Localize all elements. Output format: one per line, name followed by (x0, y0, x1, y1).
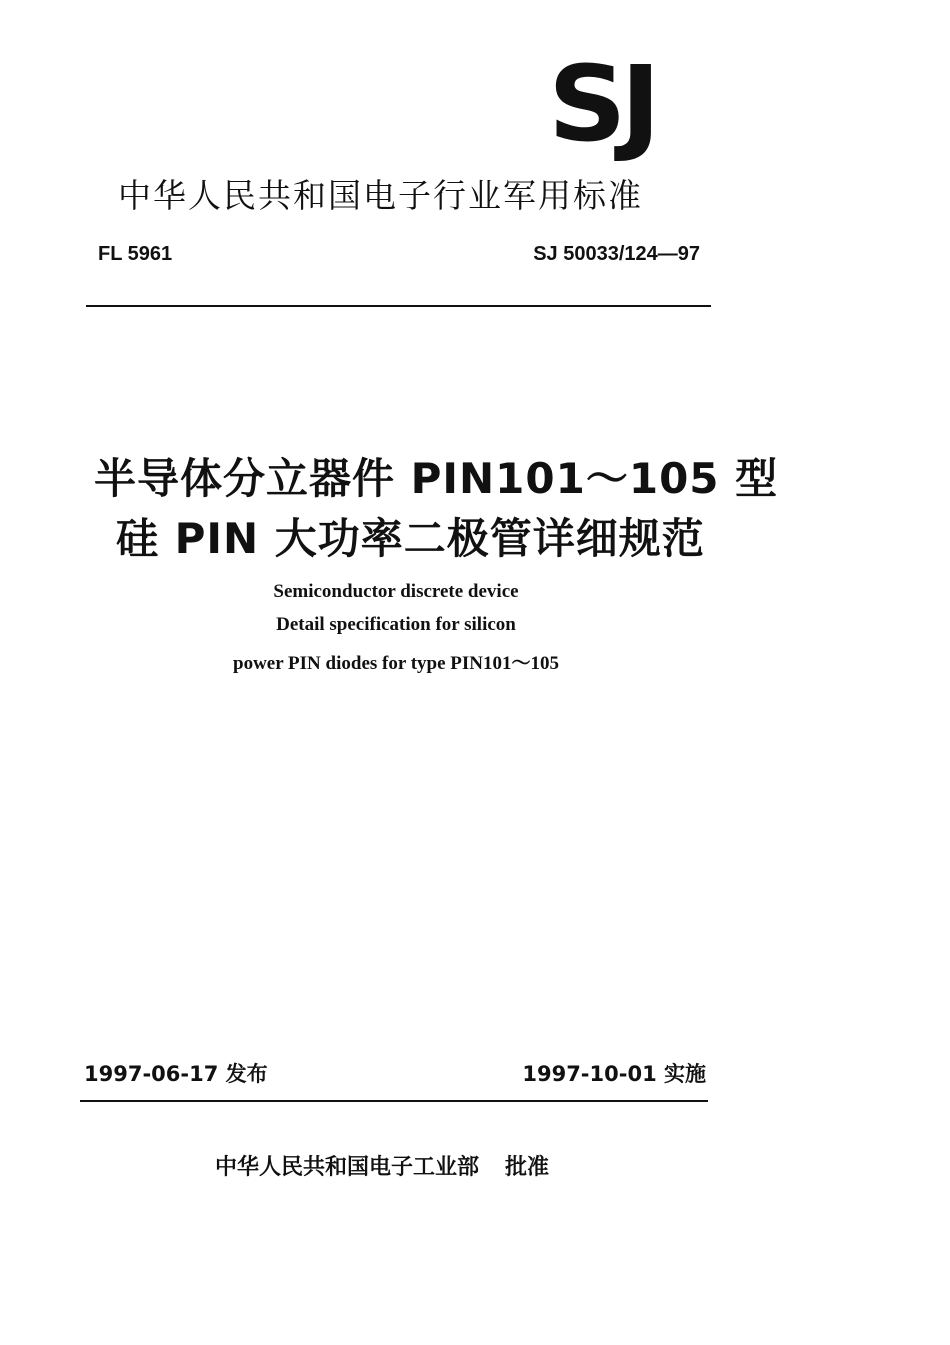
bottom-divider (80, 1100, 708, 1102)
approval-line (215, 1150, 549, 1181)
document-title-en-line1: Semiconductor discrete device (273, 581, 519, 602)
top-divider (86, 305, 711, 307)
document-title-zh-line2: 硅 PIN 大功率二极管详细规范 (116, 514, 705, 563)
sj-logo: SJ (548, 43, 655, 165)
classification-code: FL 5961 (98, 243, 173, 265)
document-title-en-line2: Detail specification for silicon (276, 614, 516, 635)
approving-authority: 中华人民共和国电子工业部 (215, 1155, 480, 1180)
document-title-en-line3: power PIN diodes for type PIN101～105 (233, 653, 559, 674)
standard-number: SJ 50033/124—97 (533, 243, 700, 265)
effective-date: 1997-10-01 实施 (522, 1062, 706, 1086)
document-title-zh-line1: 半导体分立器件 PIN101～105 型 (94, 454, 779, 503)
approval-word: 批准 (505, 1155, 550, 1180)
issue-date: 1997-06-17 发布 (84, 1062, 268, 1086)
standard-category-title: 中华人民共和国电子行业军用标准 (118, 176, 643, 215)
